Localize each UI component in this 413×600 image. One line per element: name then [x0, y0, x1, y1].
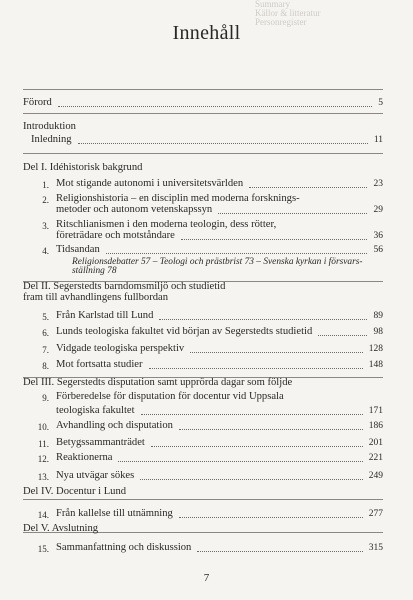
entry-label: Förord — [23, 97, 52, 108]
chapter-number: 7. — [42, 345, 49, 355]
chapter-number: 11. — [38, 439, 49, 449]
dot-leader — [218, 204, 367, 214]
dot-leader — [318, 326, 367, 336]
page-ref: 148 — [368, 360, 383, 370]
page-ref: 5 — [378, 98, 383, 108]
dot-leader — [159, 310, 367, 320]
page-ref: 128 — [368, 344, 383, 354]
chapter-number: 14. — [37, 510, 49, 520]
dot-leader — [58, 97, 372, 107]
chapter-number: 9. — [42, 393, 49, 403]
entry-label: Nya utvägar sökes — [56, 470, 135, 481]
dot-leader — [149, 359, 363, 369]
bleed-text: Källor & litteratur — [255, 8, 321, 18]
dot-leader — [181, 230, 367, 240]
section-rule — [23, 89, 383, 90]
entry-label: Från kallelse till utnämning — [56, 508, 173, 519]
dot-leader — [190, 343, 363, 353]
entry-label: ställning 78 — [72, 266, 117, 276]
dot-leader — [140, 470, 363, 480]
page-ref: 171 — [368, 406, 383, 416]
entry-label: Reaktionerna — [56, 452, 113, 463]
entry-label: Inledning — [31, 134, 72, 145]
entry-label: Introduktion — [23, 121, 76, 132]
chapter-number: 3. — [42, 221, 49, 231]
chapter-number: 13. — [37, 472, 49, 482]
dot-leader — [141, 405, 363, 415]
section-rule — [23, 113, 383, 114]
page-ref: 23 — [373, 179, 383, 189]
page-ref: 36 — [373, 231, 383, 241]
page-ref: 98 — [373, 327, 383, 337]
entry-label: Förberedelse för disputation för docentur vid Uppsala — [56, 391, 284, 402]
page-ref: 249 — [368, 471, 383, 481]
page-ref: 315 — [368, 543, 383, 553]
bleed-text: Summary — [255, 0, 290, 9]
page-title: Innehåll — [172, 22, 241, 44]
chapter-number: 10. — [37, 422, 49, 432]
entry-label: fram till avhandlingens fullbordan — [23, 292, 169, 303]
page-ref: 29 — [373, 205, 383, 215]
entry-label: Avhandling och disputation — [56, 420, 173, 431]
chapter-number: 5. — [42, 312, 49, 322]
page-ref: 221 — [368, 453, 383, 463]
page-ref: 89 — [373, 311, 383, 321]
page-ref: 201 — [368, 438, 383, 448]
bleed-text: Personregister — [255, 17, 307, 27]
entry-label: Religionshistoria – en disciplin med moderna forsknings- — [56, 193, 300, 204]
entry-label: Mot fortsatta studier — [56, 359, 143, 370]
entry-label: Lunds teologiska fakultet vid början av Segerstedts studietid — [56, 326, 313, 337]
chapter-number: 15. — [37, 544, 49, 554]
dot-leader — [249, 178, 367, 188]
page-ref: 186 — [368, 421, 383, 431]
entry-label: Del III. Segerstedts disputation samt upprörda dagar som följde — [23, 377, 293, 388]
page-ref: 11 — [373, 135, 383, 145]
chapter-number: 6. — [42, 328, 49, 338]
chapter-number: 8. — [42, 361, 49, 371]
entry-label: Del V. Avslutning — [23, 523, 99, 534]
entry-label: företrädare och motståndare — [56, 230, 175, 241]
entry-label: Betygssammanträdet — [56, 437, 145, 448]
dot-leader — [197, 542, 363, 552]
entry-label: Del I. Idéhistorisk bakgrund — [23, 162, 143, 173]
dot-leader — [179, 508, 363, 518]
page-ref: 277 — [368, 509, 383, 519]
chapter-number: 12. — [37, 454, 49, 464]
entry-label: Vidgade teologiska perspektiv — [56, 343, 185, 354]
entry-label: Ritschlianismen i den moderna teologin, dess rötter, — [56, 219, 277, 230]
dot-leader — [179, 420, 363, 430]
dot-leader — [106, 244, 367, 254]
section-rule — [23, 153, 383, 154]
dot-leader — [78, 134, 368, 144]
entry-label: Från Karlstad till Lund — [56, 310, 154, 321]
entry-label: Del II. Segerstedts barndomsmiljö och studietid — [23, 281, 226, 292]
entry-label: Sammanfattning och diskussion — [56, 542, 192, 553]
chapter-number: 2. — [42, 195, 49, 205]
section-rule — [23, 499, 383, 500]
dot-leader — [118, 452, 363, 462]
entry-label: Religionsdebatter 57 – Teologi och prästbrist 73 – Svenska kyrkan i försvars- — [72, 257, 363, 267]
entry-label: Mot stigande autonomi i universitetsvärlden — [56, 178, 244, 189]
page-number: 7 — [203, 572, 210, 584]
entry-label: Tidsandan — [56, 244, 100, 255]
entry-label: teologiska fakultet — [56, 405, 135, 416]
chapter-number: 4. — [42, 246, 49, 256]
entry-label: metoder och autonom vetenskapssyn — [56, 204, 213, 215]
page-ref: 56 — [373, 245, 383, 255]
chapter-number: 1. — [42, 180, 49, 190]
entry-label: Del IV. Docentur i Lund — [23, 486, 127, 497]
dot-leader — [151, 437, 363, 447]
